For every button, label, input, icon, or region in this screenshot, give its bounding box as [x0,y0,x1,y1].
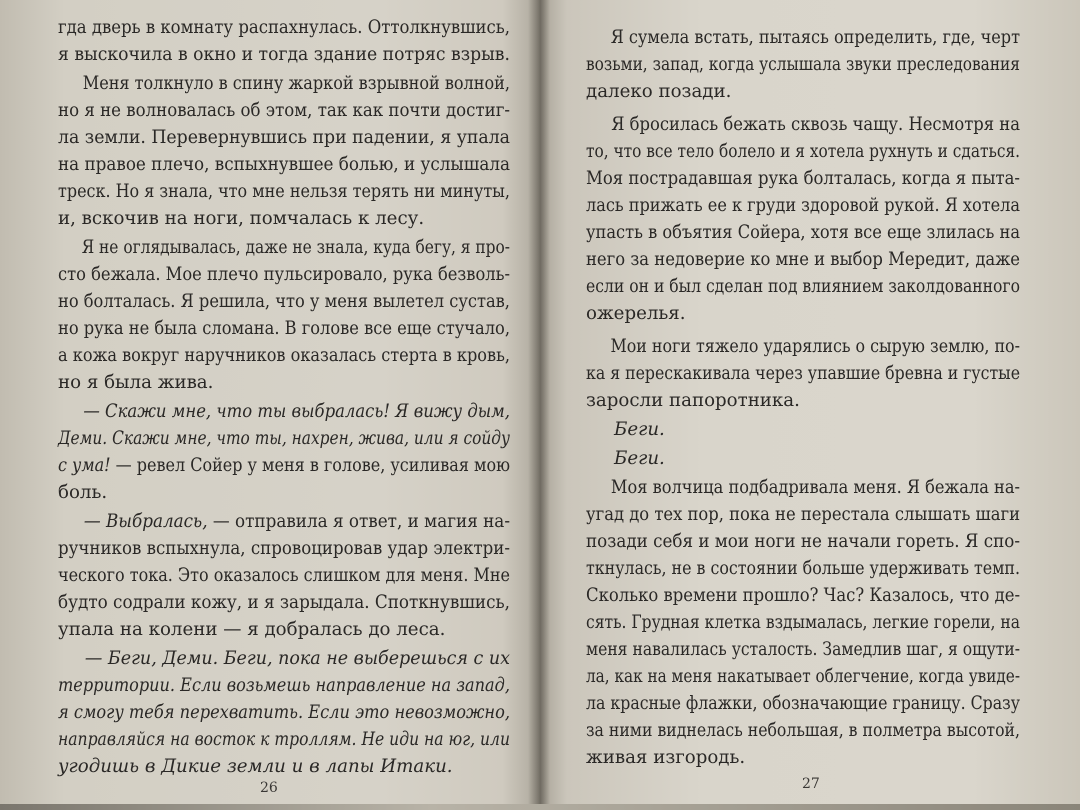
text-line: боль. [58,482,108,503]
paragraph [586,416,1020,443]
text-line: но болталась. Я решила, что у меня вылетел сустав, [58,291,510,312]
page-number: 27 [802,776,820,792]
text-line: ткнулась, не в состоянии больше удерживать темп. [586,558,1021,579]
paragraph [58,645,510,780]
text-line: гда дверь в комнату распахнулась. Оттолкнувшись, [58,17,511,38]
text-line: ручников вспыхнула, спровоцировав удар электри- [58,538,510,559]
page-edge [0,804,1080,810]
paragraph [58,398,510,506]
text-line: Я не оглядывалась, даже не знала, куда бегу, я про- [81,237,511,258]
text-line: него за недоверие ко мне и выбор Мередит, даже [586,249,1021,270]
text-line: сять. Грудная клетка вздымалась, легкие горели, на [586,612,1021,633]
text-line: — Беги, Деми. Беги, пока не выберешься с их [84,648,511,669]
paragraph [586,445,1020,472]
text-line: ка я перескакивала через упавшие бревна и густые [586,363,1021,384]
text-line: я выскочила в окно и тогда здание потряс взрыв. [58,44,510,65]
right-page [540,0,1080,810]
text-line: но рука не была сломана. В голове все еще стучало, [58,318,510,339]
italic-span: — Выбралась, [83,511,208,532]
text-line: но я была жива. [58,372,214,393]
text-line: Сколько времени прошло? Час? Казалось, что де- [586,585,1020,606]
paragraph [58,508,510,643]
text-line: ческого тока. Это оказалось слишком для меня. Мне [58,565,511,586]
text-line: Моя пострадавшая рука болталась, когда я пыта- [586,168,1020,189]
text-line: Мои ноги тяжело ударялись о сырую землю, по- [610,336,1020,357]
text-line: а кожа вокруг наручников оказалась стерта в кровь, [58,345,510,366]
text-line: ла красные флажки, обозначающие границу. Сразу [586,693,1020,714]
text-line: Деми. Скажи мне, что ты, нахрен, жива, или я сойду [58,428,510,449]
text-line [58,508,510,535]
text-line: территории. Если возьмешь направление на запад, [58,675,510,696]
text-line: будто содрали кожу, и я зарыдала. Споткнувшись, [58,592,511,613]
paragraph [586,474,1020,771]
text-line: угодишь в Дикие земли и в лапы Итаки. [58,756,453,777]
text-line: ожерелья. [586,303,686,324]
text-line [58,452,511,479]
text-line: ла земли. Перевернувшись при падении, я упала [58,127,510,148]
book-gutter [528,0,550,810]
text-line: Я бросилась бежать сквозь чащу. Несмотря на [611,114,1020,135]
paragraph [586,333,1020,414]
text-line: сто бежала. Мое плечо пульсировало, рука безволь- [58,264,510,285]
text-line: лась прижать ее к груди здоровой рукой. Я хотела [586,195,1021,216]
paragraph [58,14,510,68]
text-line: упасть в объятия Сойера, хотя все еще злилась на [586,222,1021,243]
text-line: Беги. [614,448,665,469]
text-line: далеко позади. [586,81,732,102]
text-line: упала на колени — я добралась до леса. [58,619,446,640]
text-line: позади себя и мои ноги не начали гореть. Я спо- [586,531,1021,552]
text-line: Моя волчица подбадривала меня. Я бежала на- [610,477,1020,498]
text-line: направляйся на восток к троллям. Не иди на юг, или [58,729,510,750]
text-line: живая изгородь. [586,747,746,768]
text-line: возьми, запад, когда услышала звуки преследования [586,54,1020,75]
italic-span: с ума! [58,455,111,476]
text-line: за ними виднелась небольшая, в полметра высотой, [586,720,1020,741]
paragraph [58,234,510,396]
text-line: Я сумела встать, пытаясь определить, где, черт [610,27,1021,48]
paragraph [586,111,1020,327]
text-line: то, что все тело болело и я хотела рухнуть и сдаться. [586,141,1021,162]
text-line: если он и был сделан под влиянием заколдованного [586,276,1020,297]
text-line: но я не волновалась об этом, так как почти достиг- [58,100,511,121]
paragraph [586,24,1020,105]
text-line: Меня толкнуло в спину жаркой взрывной волной, [82,73,510,94]
text-line: треск. Но я знала, что мне нельзя терять ни минуты, [58,181,510,202]
regular-span: — ревел Сойер у меня в голове, усиливая мою [110,455,511,476]
regular-span: — отправила я ответ, и магия на- [207,511,510,532]
page-number: 26 [260,780,278,796]
text-line: и, вскочив на ноги, помчалась к лесу. [58,208,425,229]
text-line: — Скажи мне, что ты выбралась! Я вижу дым, [83,401,511,422]
text-line: ла, как на меня накатывает облегчение, когда увиде- [586,666,1020,687]
text-line: на правое плечо, вспыхнувшее болью, и услышала [58,154,510,175]
text-line: Беги. [614,419,665,440]
text-line: угад до тех пор, пока не перестала слышать шаги [586,504,1020,525]
paragraph [58,70,510,232]
text-line: я смогу тебя перехватить. Если это невозможно, [58,702,510,723]
text-line: меня навалилась усталость. Замедлив шаг, я ощути- [586,639,1021,660]
text-line: заросли папоротника. [586,390,800,411]
